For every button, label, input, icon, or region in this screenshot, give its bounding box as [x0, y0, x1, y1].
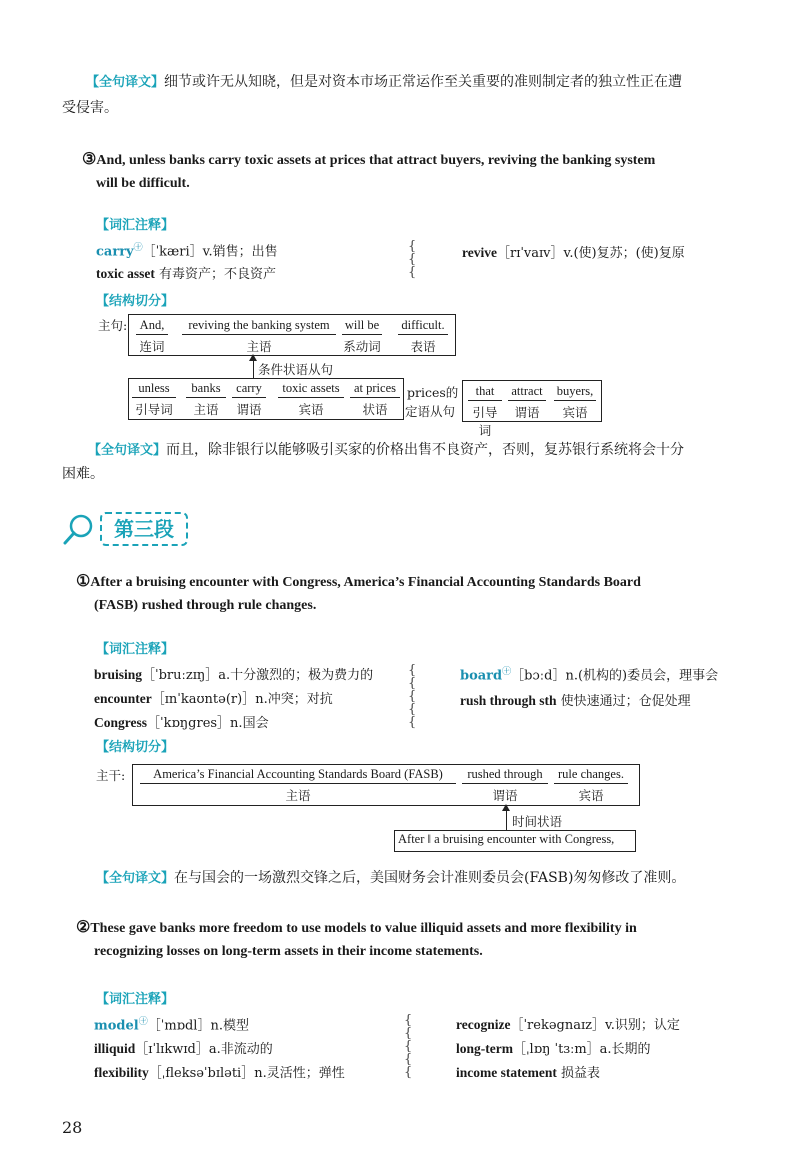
sentence-text: And, unless banks carry toxic assets at prices that attract buyers, reviving the banking system: [96, 153, 656, 168]
main-clause-part: will be 系动词: [343, 318, 381, 354]
sub-clause-part: carry 谓语: [232, 381, 266, 418]
vocab-illiquid: illiquid［ɪˈlɪkwɪd］a.非流动的: [94, 1041, 273, 1057]
vocab-tag: 【词汇注释】: [96, 218, 175, 233]
arrow-head: [249, 354, 257, 361]
vocab-income-statement: income statement 损益表: [456, 1065, 600, 1081]
sentence-1-cont: (FASB) rushed through rule changes.: [94, 598, 317, 613]
rel-clause-part: that 引导词: [468, 384, 502, 439]
arrow-head: [502, 804, 510, 811]
main-trunk-part: rule changes. 宾语: [554, 767, 628, 804]
arrow-label: 时间状语: [512, 814, 563, 829]
vocab-bruising: bruising［ˈbruːzɪŋ］a.十分激烈的；极为费力的: [94, 667, 374, 683]
full-translation-3-cont: 困难。: [62, 466, 104, 482]
sentence-number: ③: [82, 151, 97, 168]
sentence-2-cont: recognizing losses on long-term assets in their income statements.: [94, 944, 483, 959]
vocab-flexibility: flexibility［ˌfleksəˈbɪləti］n.灵活性；弹性: [94, 1065, 345, 1081]
main-clause-part: difficult. 表语: [398, 318, 448, 355]
sub-clause-part: at prices 状语: [350, 381, 400, 418]
arrow-label: 条件状语从句: [258, 362, 334, 377]
vocab-recognize: recognize［ˈrekəgnaɪz］v.识别；认定: [456, 1017, 680, 1033]
main-trunk-part: America’s Financial Accounting Standards Board (FASB) 主语: [140, 767, 456, 804]
main-trunk-part: rushed through 谓语: [462, 767, 548, 804]
vocab-long-term: long-term［ˌlɒŋ ˈtɜːm］a.长期的: [456, 1041, 651, 1057]
divider-squiggle: { { { { {: [408, 663, 417, 730]
sentence-1: ①After a bruising encounter with Congress, America’s Financial Accounting Standards Board: [76, 573, 641, 590]
translation-tag: 【全句译文】: [86, 75, 165, 90]
sub-clause-part: banks 主语: [186, 381, 226, 418]
adverbial-text: After ‖ a bruising encounter with Congress,: [398, 832, 615, 846]
structure-tag: 【结构切分】: [96, 294, 175, 309]
full-translation-1-cont: 受侵害。: [62, 100, 118, 116]
main-clause-part: And, 连词: [136, 318, 168, 355]
divider-squiggle: { { { { {: [404, 1013, 413, 1080]
structure-tag: 【结构切分】: [96, 740, 175, 755]
sub-clause-part: toxic assets 宾语: [278, 381, 344, 418]
vocab-model: model$^㊉$［ˈmɒdl］n.模型: [94, 1017, 249, 1034]
rel-clause-part: buyers, 宾语: [554, 384, 596, 421]
rel-clause-part: attract 谓语: [508, 384, 546, 421]
main-clause-part: reviving the banking system 主语: [182, 318, 336, 355]
vocab-congress: Congress［ˈkɒŋgres］n.国会: [94, 715, 269, 731]
divider-squiggle: { { {: [408, 239, 417, 280]
vocab-revive: revive［rɪˈvaɪv］v.(使)复苏；(使)复原: [462, 245, 685, 261]
translation-text: 细节或许无从知晓，但是对资本市场正常运作至关重要的准则制定者的独立性正在遭: [164, 74, 683, 90]
vocab-tag: 【词汇注释】: [96, 992, 175, 1007]
vocab-toxic-asset: toxic asset 有毒资产；不良资产: [96, 266, 276, 282]
sub-clause-part: unless 引导词: [132, 381, 176, 418]
vocab-tag: 【词汇注释】: [96, 642, 175, 657]
main-trunk-label: 主干:: [96, 768, 126, 783]
magnifier-icon: [62, 512, 96, 550]
vocab-rush-through: rush through sth 使快速通过；仓促处理: [460, 693, 691, 709]
sentence-3-cont: will be difficult.: [96, 176, 190, 191]
vocab-encounter: encounter［ɪnˈkaʊntə(r)］n.冲突；对抗: [94, 691, 333, 707]
sentence-3: [82, 148, 655, 173]
relative-clause-label-2: 定语从句: [405, 404, 456, 419]
relative-clause-label: prices的: [407, 385, 459, 400]
full-translation-3: 【全句译文】而且，除非银行以能够吸引买家的价格出售不良资产，否则，复苏银行系统将会十分: [88, 442, 685, 458]
page-number: 28: [62, 1118, 83, 1137]
sentence-2: ②These gave banks more freedom to use models to value illiquid assets and more flexibility in: [76, 919, 637, 936]
full-translation-s1: 【全句译文】在与国会的一场激烈交锋之后，美国财务会计准则委员会(FASB)匆匆修改了准则。: [96, 870, 686, 886]
main-clause-label: 主句:: [98, 318, 128, 333]
section-title: 第三段: [100, 512, 188, 546]
vocab-carry: carry$^㊉$［ˈkæri］v.销售；出售: [96, 243, 278, 260]
vocab-board: board$^㊉$［bɔːd］n.(机构的)委员会，理事会: [460, 667, 719, 684]
full-translation-1: [86, 70, 682, 95]
